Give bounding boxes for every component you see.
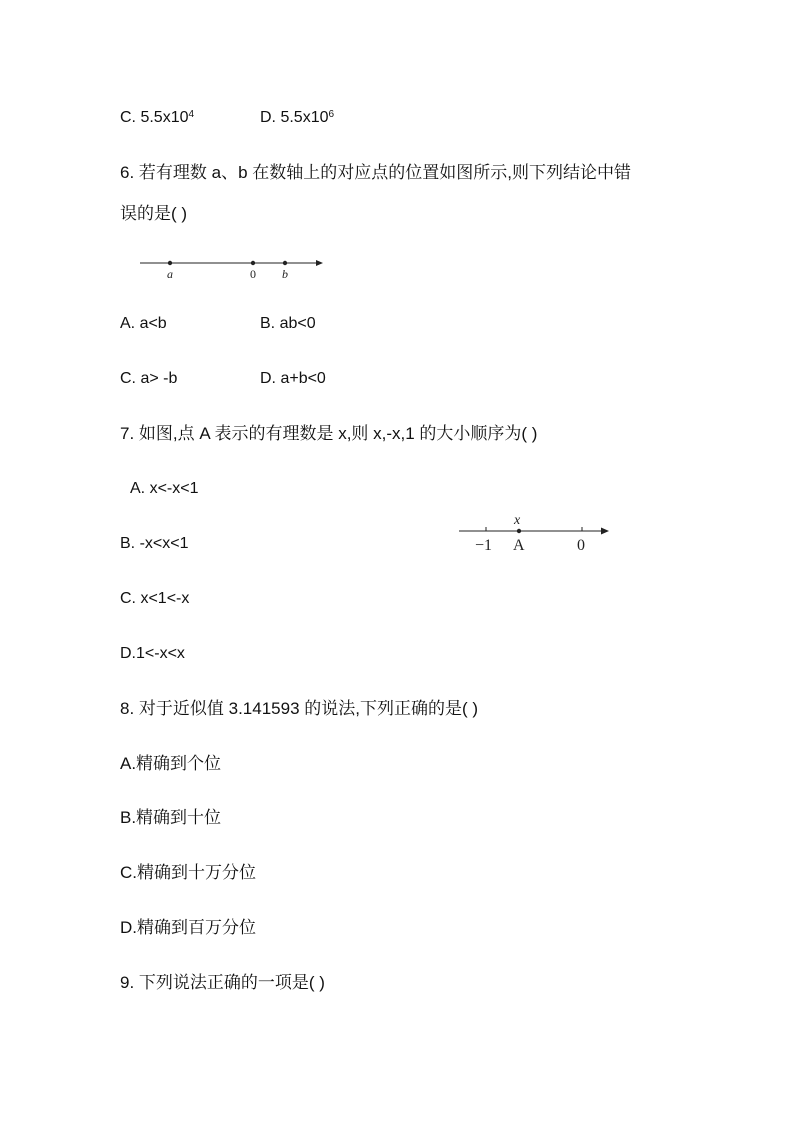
q5-option-d-base: D. 5.5x10 — [260, 109, 329, 126]
q8-option-c: C.精确到十万分位 — [120, 863, 256, 882]
q7-label-zero: 0 — [577, 537, 585, 554]
q5-option-d-exponent: 6 — [328, 109, 335, 120]
q8-option-b: B.精确到十位 — [120, 808, 222, 827]
q7-option-c: C. x<1<-x — [120, 590, 190, 607]
q7-option-a: A. x<-x<1 — [130, 480, 199, 497]
q6-option-d: D. a+b<0 — [260, 370, 326, 387]
q7-option-d: D.1<-x<x — [120, 645, 185, 662]
q8-stem: 8. 对于近似值 3.141593 的说法,下列正确的是( ) — [120, 699, 479, 718]
q6-stem-line2: 误的是( ) — [120, 204, 188, 223]
q7-axis-arrow — [601, 528, 609, 535]
q7-stem: 7. 如图,点 A 表示的有理数是 x,则 x,-x,1 的大小顺序为( ) — [120, 424, 538, 443]
q5-option-d — [260, 108, 334, 128]
q5-option-c-base: C. 5.5x10 — [120, 109, 189, 126]
q5-option-c — [120, 108, 194, 128]
q6-label-a: a — [167, 267, 173, 281]
q6-option-c: C. a> -b — [120, 370, 178, 387]
q6-option-a: A. a<b — [120, 315, 167, 332]
q6-label-zero: 0 — [250, 267, 256, 281]
q6-label-b: b — [282, 267, 288, 281]
q6-option-b: B. ab<0 — [260, 315, 316, 332]
q7-point-a — [517, 529, 521, 533]
q5-option-c-exponent: 4 — [188, 109, 195, 120]
q7-option-b: B. -x<x<1 — [120, 535, 189, 552]
q7-label-x: x — [514, 513, 521, 528]
q7-label-a: A — [513, 537, 525, 554]
q6-point-b — [283, 261, 287, 265]
q6-axis-arrow — [316, 260, 323, 266]
q6-stem-line1: 6. 若有理数 a、b 在数轴上的对应点的位置如图所示,则下列结论中错 — [120, 163, 631, 182]
q7-label-neg1: −1 — [475, 537, 493, 554]
q6-point-zero — [251, 261, 255, 265]
q6-point-a — [168, 261, 172, 265]
q7-number-line-figure — [455, 512, 620, 557]
q6-number-line-figure — [135, 253, 335, 283]
q9-stem: 9. 下列说法正确的一项是( ) — [120, 973, 325, 992]
q8-option-a: A.精确到个位 — [120, 754, 222, 773]
q8-option-d: D.精确到百万分位 — [120, 918, 256, 937]
